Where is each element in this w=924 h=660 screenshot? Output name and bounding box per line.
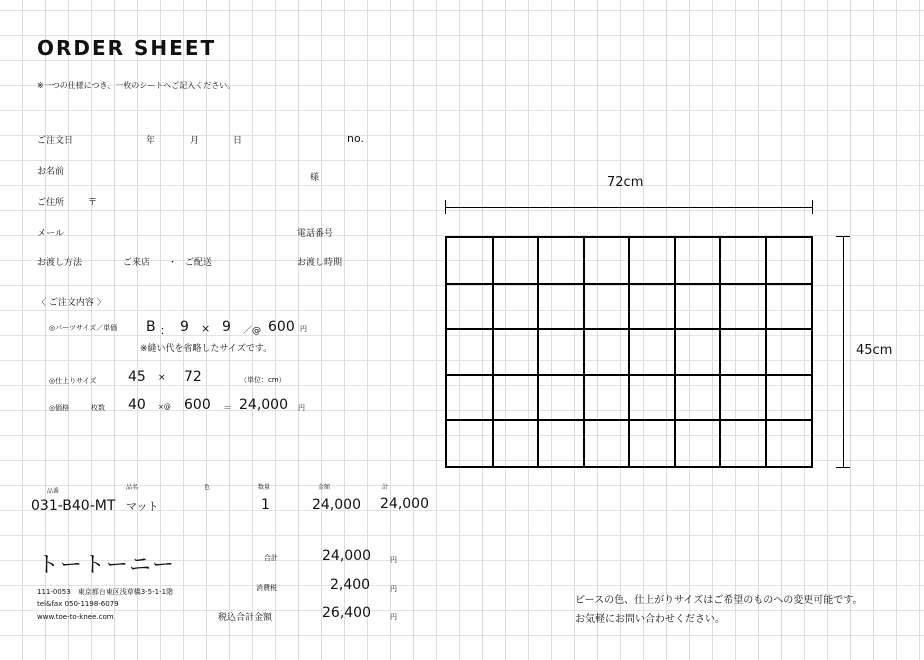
price-unit: 600 [184, 397, 211, 413]
grid-column-line [719, 238, 721, 466]
finish-unit: （単位：cm） [240, 376, 286, 384]
grid-column-line [537, 238, 539, 466]
grid-column-line [674, 238, 676, 466]
grid-row-line [447, 419, 811, 421]
order-section-title: 〈 ご注文内容 〉 [37, 298, 106, 308]
parts-colon: ： [160, 324, 171, 337]
shipping-option: ご配送 [185, 258, 213, 268]
tax-yen: 円 [390, 585, 397, 593]
piece-count: 40 [128, 397, 146, 413]
finish-height: 72 [184, 369, 202, 385]
honorific-label: 様 [310, 173, 320, 183]
grand-total-yen: 円 [390, 613, 397, 621]
header-color: 色 [204, 484, 211, 491]
company-logo: トートーニー [37, 553, 176, 578]
email-label: メール [37, 229, 64, 239]
order-date-label: ご注文日 [37, 136, 74, 146]
subtotal-label: 合計 [264, 554, 278, 562]
page-title: ORDER SHEET [37, 36, 217, 60]
grid-row-line [447, 374, 811, 376]
grid-column-line [583, 238, 585, 466]
item-code: 031-B40-MT [31, 498, 116, 514]
price-total: 24,000 [239, 397, 288, 413]
height-dimension-line [836, 236, 850, 468]
price-total-yen: 円 [298, 404, 305, 412]
tax-value: 2,400 [330, 577, 371, 593]
phone-label: 電話番号 [297, 229, 334, 239]
parts-type: B [146, 319, 156, 335]
item-amount: 24,000 [312, 497, 361, 513]
grid-column-line [492, 238, 494, 466]
subtotal-value: 24,000 [322, 548, 371, 564]
instruction-note: ※一つの仕様につき、一枚のシートへご記入ください。 [37, 81, 236, 90]
postal-mark: 〒 [88, 198, 98, 208]
item-qty: 1 [261, 497, 270, 513]
parts-size-label: ◎パーツサイズ／単価 [49, 324, 118, 332]
day-label: 日 [233, 136, 243, 146]
header-code: 品番 [47, 488, 60, 495]
grand-total-value: 26,400 [322, 605, 371, 621]
header-amount: 金額 [318, 484, 331, 491]
company-address: 111-0053 東京都台東区浅草橋3-5-1-1階 [37, 588, 174, 596]
parts-times: × [201, 322, 211, 335]
height-dimension-label: 45cm [856, 343, 893, 358]
width-dimension-label: 72cm [607, 175, 644, 190]
layout-grid-diagram [445, 236, 813, 468]
price-times: ×@ [158, 403, 171, 411]
company-web[interactable]: www.toe-to-knee.com [37, 613, 114, 621]
finish-width: 45 [128, 369, 146, 385]
parts-width: 9 [180, 319, 189, 335]
parts-note: ※縫い代を省略したサイズです。 [140, 344, 273, 354]
parts-at: ／@ [243, 326, 262, 336]
header-qty: 数量 [258, 484, 271, 491]
footer-note-2: お気軽にお問い合わせください。 [575, 614, 725, 625]
count-label: 枚数 [91, 404, 105, 412]
unit-price-yen: 円 [300, 325, 307, 333]
name-label: お名前 [37, 167, 65, 177]
finish-times: × [158, 373, 166, 383]
item-name: マット [126, 500, 159, 513]
grid-column-line [628, 238, 630, 466]
delivery-time-label: お渡し時期 [297, 258, 343, 268]
grand-total-label: 税込合計金額 [218, 613, 273, 623]
unit-price: 600 [268, 319, 295, 335]
pickup-option: ご来店 [123, 258, 151, 268]
delivery-method-label: お渡し方法 [37, 258, 83, 268]
grid-row-line [447, 283, 811, 285]
company-tel: tel&fax 050-1198-6079 [37, 600, 119, 608]
price-equals: ＝ [223, 404, 233, 414]
grid-column-line [765, 238, 767, 466]
year-label: 年 [146, 136, 156, 146]
order-no-label: no. [347, 132, 365, 145]
header-name: 品名 [126, 484, 139, 491]
price-label: ◎価格 [49, 404, 70, 412]
option-separator: ・ [168, 258, 178, 268]
parts-height: 9 [222, 319, 231, 335]
address-label: ご住所 [37, 198, 65, 208]
item-total: 24,000 [380, 496, 429, 512]
grid-frame [445, 236, 813, 468]
header-total: 計 [382, 484, 389, 491]
width-dimension-line [445, 200, 813, 214]
finish-size-label: ◎仕上りサイズ [49, 377, 97, 385]
month-label: 月 [190, 136, 200, 146]
footer-note-1: ピースの色、仕上がりサイズはご希望のものへの変更可能です。 [575, 595, 863, 606]
grid-row-line [447, 328, 811, 330]
subtotal-yen: 円 [390, 556, 397, 564]
tax-label: 消費税 [256, 584, 277, 592]
